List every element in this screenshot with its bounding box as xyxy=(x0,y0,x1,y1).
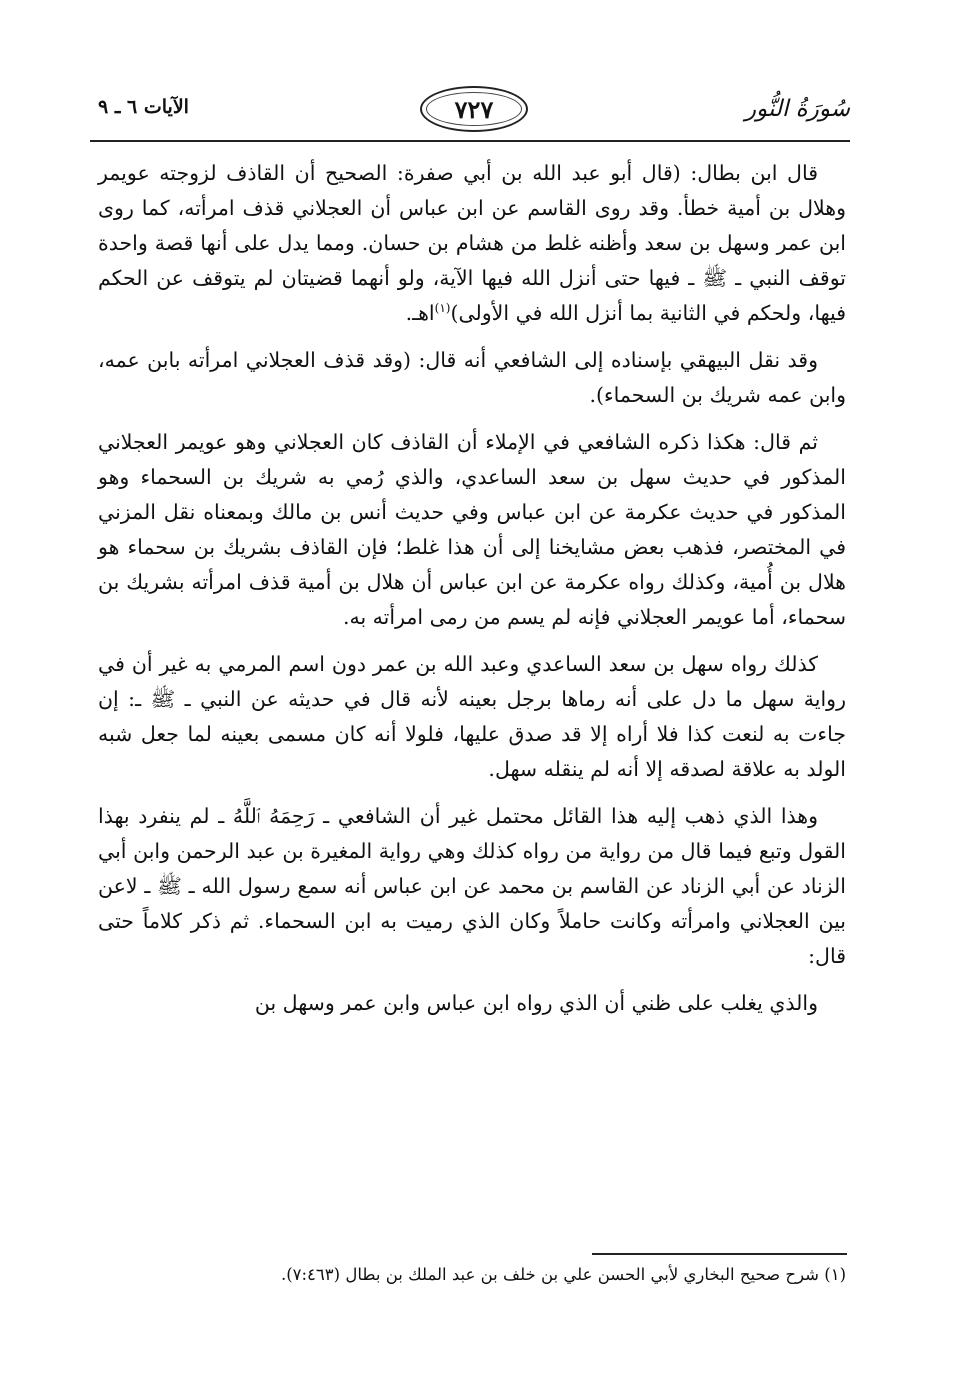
verses-range: الآيات ٦ ـ ٩ xyxy=(98,96,189,118)
paragraph-1-tail: اهـ. xyxy=(405,301,435,325)
paragraph-4: كذلك رواه سهل بن سعد الساعدي وعبد الله بن عمر دون اسم المرمي به غير أن في رواية سهل ما دل على أنه رماها برجل بعينه لأنه قال في حديثه عن النبي ـ ﷺ ـ: إن جاءت به لنعت كذا فلا أراه إلا قد صدق عليها، فلولا أنه كان مسمى بعينه لما جعل شبه الولد به علاقة لصدقه إلا أنه لم ينقله سهل. xyxy=(98,652,846,781)
paragraph-1-text: قال ابن بطال: (قال أبو عبد الله بن أبي صفرة: الصحيح أن القاذف لزوجته عويمر وهلال بن أمية خطأ. وقد روى القاسم عن ابن عباس أن العجلاني قذف امرأته، كما روى ابن عمر وسهل بن سعد وأظنه غلط من هشام بن حسان. ومما يدل على أنها قصة واحدة توقف النبي ـ ﷺ ـ فيها حتى أنزل الله فيها الآية، ولو أنهما قضيتان لم يتوقف عن الحكم فيها، ولحكم في الثانية بما أنزل الله في الأولى) xyxy=(98,161,846,325)
footnote-reference: (١) xyxy=(434,301,451,316)
footnote: (١) شرح صحيح البخاري لأبي الحسن علي بن خلف بن عبد الملك بن بطال (٧:٤٦٣). xyxy=(280,1265,846,1284)
footnote-divider xyxy=(592,1253,847,1255)
paragraph-5: وهذا الذي ذهب إليه هذا القائل محتمل غير أن الشافعي ـ رَحِمَهُ ٱللَّهُ ـ لم ينفرد بهذا القول وتبع فيما قال من رواية من رواه كذلك وهي رواية المغيرة بن عبد الرحمن وابن أبي الزناد عن أبي الزناد عن القاسم بن محمد عن ابن عباس أنه سمع رسول الله ـ ﷺ ـ لاعن بين العجلاني وامرأته وكانت حاملاً وكان الذي رميت به ابن السحماء. ثم ذكر كلاماً حتى قال: xyxy=(98,804,846,968)
main-text xyxy=(98,156,846,1033)
page-number-badge xyxy=(420,86,528,132)
paragraph-1 xyxy=(98,156,846,331)
paragraph-6: والذي يغلب على ظني أن الذي رواه ابن عباس وابن عمر وسهل بن xyxy=(254,991,818,1015)
page-number: ٧٢٧ xyxy=(454,94,494,124)
surah-title: سُورَةُ النُّور xyxy=(745,96,850,122)
paragraph-3: ثم قال: هكذا ذكره الشافعي في الإملاء أن القاذف كان العجلاني وهو عويمر العجلاني المذكور في حديث سهل بن سعد الساعدي، والذي رُمي به شريك بن السحماء وهو المذكور في حديث عكرمة عن ابن عباس وفي حديث أنس بن مالك وبمعناه نقل المزني في المختصر، فذهب بعض مشايخنا إلى أن هذا غلط؛ فإن القاذف بشريك بن سحماء هو هلال بن أُمية، وكذلك رواه عكرمة عن ابن عباس أن هلال بن أمية قذف امرأته بشريك بن سحماء، أما عويمر العجلاني فإنه لم يسم من رمى امرأته به. xyxy=(98,430,846,629)
paragraph-2: وقد نقل البيهقي بإسناده إلى الشافعي أنه قال: (وقد قذف العجلاني امرأته بابن عمه، وابن عمه شريك بن السحماء). xyxy=(98,348,846,407)
page-header xyxy=(90,84,850,144)
header-divider xyxy=(90,140,850,142)
